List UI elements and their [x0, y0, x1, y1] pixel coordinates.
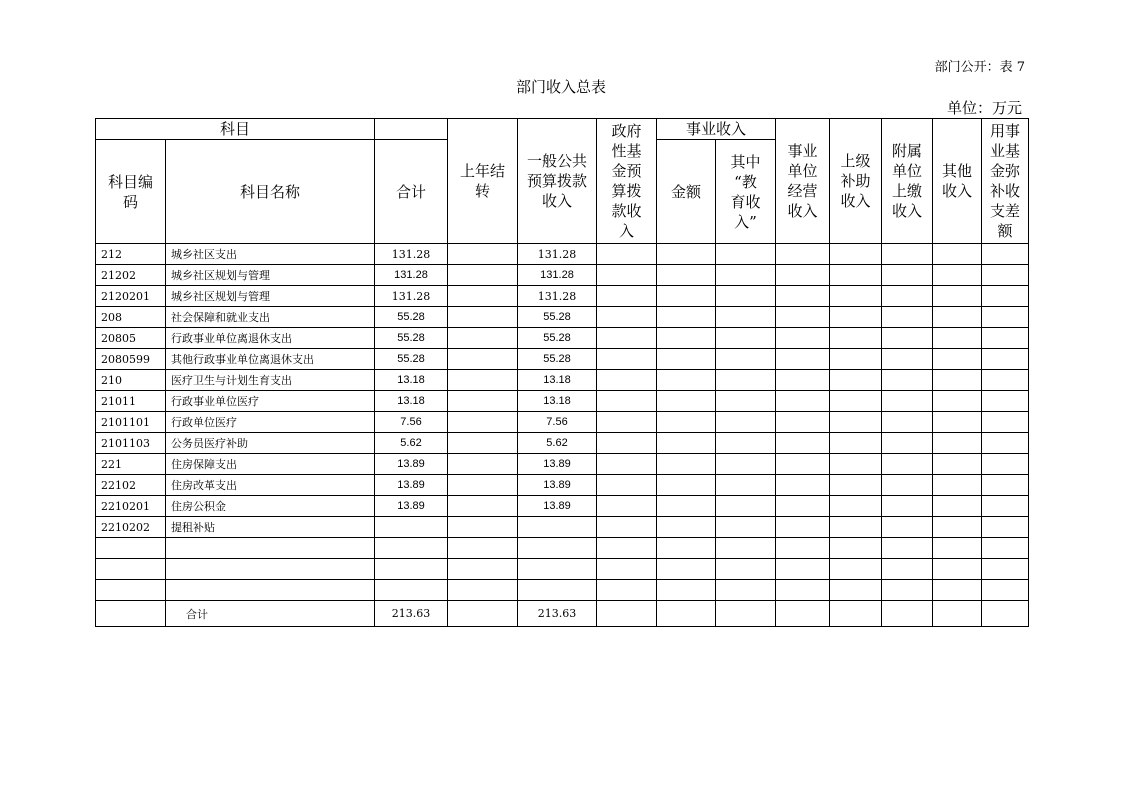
row-empty-cell — [597, 391, 657, 412]
row-empty-cell — [597, 496, 657, 517]
header-subject-name: 科目名称 — [166, 140, 375, 244]
header-amount: 金额 — [657, 140, 716, 244]
row-general-budget: 55.28 — [518, 307, 597, 328]
row-empty-cell — [882, 538, 933, 559]
row-empty-cell — [882, 517, 933, 538]
row-empty-cell — [933, 517, 982, 538]
header-general-budget: 一般公共 预算拨款 收入 — [518, 119, 597, 244]
row-carryover — [448, 307, 518, 328]
row-empty-cell — [776, 265, 830, 286]
row-empty-cell — [830, 391, 882, 412]
row-empty-cell — [830, 517, 882, 538]
row-empty-cell — [982, 559, 1029, 580]
row-empty-cell — [657, 538, 716, 559]
row-carryover — [448, 517, 518, 538]
row-carryover — [448, 244, 518, 265]
row-general-budget — [518, 580, 597, 601]
row-total: 131.28 — [375, 244, 448, 265]
row-empty-cell — [597, 538, 657, 559]
row-code: 212 — [96, 244, 166, 265]
row-empty-cell — [882, 370, 933, 391]
row-total — [375, 559, 448, 580]
row-empty-cell — [933, 307, 982, 328]
row-empty-cell — [830, 433, 882, 454]
row-empty-cell — [830, 412, 882, 433]
row-empty-cell — [657, 244, 716, 265]
header-business-income: 事业收入 — [657, 119, 776, 140]
row-carryover — [448, 370, 518, 391]
row-code: 2101103 — [96, 433, 166, 454]
row-name: 医疗卫生与计划生育支出 — [166, 370, 375, 391]
row-empty-cell — [933, 454, 982, 475]
row-empty-cell — [830, 307, 882, 328]
total-empty-cell — [597, 601, 657, 627]
row-empty-cell — [657, 517, 716, 538]
table-row — [96, 349, 1029, 370]
row-empty-cell — [716, 349, 776, 370]
row-general-budget: 13.89 — [518, 496, 597, 517]
row-code: 21202 — [96, 265, 166, 286]
header-education: 其中 “教 育收 入” — [716, 140, 776, 244]
row-empty-cell — [716, 517, 776, 538]
total-code — [96, 601, 166, 627]
row-carryover — [448, 265, 518, 286]
row-empty-cell — [982, 286, 1029, 307]
table-row — [96, 433, 1029, 454]
table-row — [96, 454, 1029, 475]
row-empty-cell — [882, 328, 933, 349]
row-carryover — [448, 349, 518, 370]
row-code: 2120201 — [96, 286, 166, 307]
row-empty-cell — [597, 286, 657, 307]
row-total: 55.28 — [375, 307, 448, 328]
row-empty-cell — [830, 349, 882, 370]
row-empty-cell — [830, 328, 882, 349]
row-carryover — [448, 391, 518, 412]
row-code: 2080599 — [96, 349, 166, 370]
row-empty-cell — [657, 496, 716, 517]
row-general-budget — [518, 538, 597, 559]
page-title: 部门收入总表 — [515, 78, 606, 96]
row-empty-cell — [982, 475, 1029, 496]
row-empty-cell — [933, 538, 982, 559]
header-fund-deficit: 用事 业基 金弥 补收 支差 额 — [982, 119, 1029, 244]
table-row — [96, 538, 1029, 559]
row-code: 208 — [96, 307, 166, 328]
row-total — [375, 538, 448, 559]
row-empty-cell — [982, 307, 1029, 328]
row-empty-cell — [657, 349, 716, 370]
row-empty-cell — [597, 433, 657, 454]
row-name: 公务员医疗补助 — [166, 433, 375, 454]
row-empty-cell — [982, 496, 1029, 517]
row-empty-cell — [933, 391, 982, 412]
row-empty-cell — [716, 433, 776, 454]
table-row — [96, 307, 1029, 328]
row-empty-cell — [776, 538, 830, 559]
row-empty-cell — [982, 517, 1029, 538]
row-empty-cell — [597, 328, 657, 349]
income-table — [95, 118, 1029, 627]
header-carryover: 上年结 转 — [448, 119, 518, 244]
row-empty-cell — [657, 412, 716, 433]
row-empty-cell — [597, 517, 657, 538]
row-empty-cell — [776, 244, 830, 265]
row-empty-cell — [933, 349, 982, 370]
row-empty-cell — [776, 391, 830, 412]
row-general-budget: 7.56 — [518, 412, 597, 433]
row-empty-cell — [776, 517, 830, 538]
row-name — [166, 559, 375, 580]
row-empty-cell — [882, 391, 933, 412]
row-empty-cell — [657, 328, 716, 349]
total-empty-cell — [982, 601, 1029, 627]
row-total: 13.89 — [375, 475, 448, 496]
row-name: 住房保障支出 — [166, 454, 375, 475]
table-row — [96, 328, 1029, 349]
row-carryover — [448, 496, 518, 517]
row-empty-cell — [657, 370, 716, 391]
row-empty-cell — [597, 370, 657, 391]
row-empty-cell — [776, 433, 830, 454]
row-code: 2210201 — [96, 496, 166, 517]
row-empty-cell — [982, 265, 1029, 286]
row-empty-cell — [982, 370, 1029, 391]
row-code — [96, 580, 166, 601]
row-empty-cell — [933, 580, 982, 601]
row-general-budget: 13.18 — [518, 370, 597, 391]
table-row — [96, 412, 1029, 433]
header-superior-subsidy: 上级 补助 收入 — [830, 119, 882, 244]
row-empty-cell — [716, 496, 776, 517]
header-subject-code: 科目编 码 — [96, 140, 166, 244]
row-general-budget: 131.28 — [518, 244, 597, 265]
row-empty-cell — [830, 370, 882, 391]
header-blank — [375, 119, 448, 140]
row-empty-cell — [716, 475, 776, 496]
total-empty-cell — [933, 601, 982, 627]
row-general-budget: 131.28 — [518, 286, 597, 307]
row-empty-cell — [933, 433, 982, 454]
row-empty-cell — [657, 559, 716, 580]
row-total: 7.56 — [375, 412, 448, 433]
row-empty-cell — [830, 580, 882, 601]
header-affiliated: 附属 单位 上缴 收入 — [882, 119, 933, 244]
row-empty-cell — [657, 580, 716, 601]
row-empty-cell — [716, 538, 776, 559]
header-other: 其他 收入 — [933, 119, 982, 244]
row-carryover — [448, 328, 518, 349]
row-name: 城乡社区规划与管理 — [166, 265, 375, 286]
total-row — [96, 601, 1029, 627]
total-empty-cell — [882, 601, 933, 627]
row-empty-cell — [657, 433, 716, 454]
row-empty-cell — [882, 349, 933, 370]
row-empty-cell — [597, 412, 657, 433]
row-empty-cell — [657, 307, 716, 328]
row-empty-cell — [830, 265, 882, 286]
row-code: 20805 — [96, 328, 166, 349]
row-code: 2210202 — [96, 517, 166, 538]
header-operating: 事业 单位 经营 收入 — [776, 119, 830, 244]
row-total: 131.28 — [375, 265, 448, 286]
row-name: 提租补贴 — [166, 517, 375, 538]
row-empty-cell — [882, 307, 933, 328]
row-empty-cell — [982, 454, 1029, 475]
row-name — [166, 538, 375, 559]
row-empty-cell — [716, 370, 776, 391]
row-empty-cell — [830, 475, 882, 496]
row-total: 5.62 — [375, 433, 448, 454]
row-carryover — [448, 580, 518, 601]
row-name: 行政单位医疗 — [166, 412, 375, 433]
row-empty-cell — [982, 580, 1029, 601]
row-empty-cell — [882, 580, 933, 601]
row-general-budget: 55.28 — [518, 328, 597, 349]
row-empty-cell — [830, 496, 882, 517]
table-row — [96, 244, 1029, 265]
row-empty-cell — [716, 328, 776, 349]
row-total: 13.18 — [375, 370, 448, 391]
row-empty-cell — [716, 559, 776, 580]
row-empty-cell — [830, 559, 882, 580]
row-total — [375, 517, 448, 538]
table-row — [96, 496, 1029, 517]
row-empty-cell — [933, 496, 982, 517]
row-empty-cell — [716, 286, 776, 307]
row-general-budget: 13.89 — [518, 454, 597, 475]
row-empty-cell — [830, 538, 882, 559]
row-name: 城乡社区支出 — [166, 244, 375, 265]
row-empty-cell — [882, 286, 933, 307]
row-empty-cell — [982, 538, 1029, 559]
row-code: 221 — [96, 454, 166, 475]
row-empty-cell — [982, 412, 1029, 433]
total-value: 213.63 — [375, 601, 448, 627]
row-empty-cell — [597, 244, 657, 265]
total-label: 合计 — [166, 601, 375, 627]
row-general-budget: 13.18 — [518, 391, 597, 412]
row-empty-cell — [830, 244, 882, 265]
row-empty-cell — [716, 580, 776, 601]
row-empty-cell — [657, 454, 716, 475]
row-empty-cell — [776, 475, 830, 496]
row-name: 其他行政事业单位离退休支出 — [166, 349, 375, 370]
row-empty-cell — [882, 559, 933, 580]
total-carryover — [448, 601, 518, 627]
row-empty-cell — [882, 412, 933, 433]
row-empty-cell — [716, 412, 776, 433]
row-code: 22102 — [96, 475, 166, 496]
row-empty-cell — [982, 433, 1029, 454]
row-empty-cell — [882, 454, 933, 475]
total-empty-cell — [830, 601, 882, 627]
table-number: 部门公开：表 7 — [934, 60, 1025, 75]
row-empty-cell — [882, 433, 933, 454]
row-general-budget: 131.28 — [518, 265, 597, 286]
row-empty-cell — [982, 391, 1029, 412]
row-name: 行政事业单位离退休支出 — [166, 328, 375, 349]
row-name — [166, 580, 375, 601]
row-empty-cell — [716, 244, 776, 265]
row-carryover — [448, 538, 518, 559]
row-code: 2101101 — [96, 412, 166, 433]
row-empty-cell — [982, 328, 1029, 349]
table-row — [96, 475, 1029, 496]
row-total: 13.89 — [375, 496, 448, 517]
row-carryover — [448, 559, 518, 580]
total-empty-cell — [776, 601, 830, 627]
row-empty-cell — [776, 307, 830, 328]
row-empty-cell — [882, 244, 933, 265]
row-empty-cell — [657, 391, 716, 412]
row-name: 社会保障和就业支出 — [166, 307, 375, 328]
row-empty-cell — [982, 349, 1029, 370]
row-general-budget — [518, 559, 597, 580]
row-carryover — [448, 286, 518, 307]
row-total: 13.89 — [375, 454, 448, 475]
row-empty-cell — [933, 559, 982, 580]
row-empty-cell — [597, 349, 657, 370]
row-empty-cell — [657, 286, 716, 307]
row-empty-cell — [933, 265, 982, 286]
header-subject: 科目 — [96, 119, 375, 140]
row-empty-cell — [933, 412, 982, 433]
row-name: 城乡社区规划与管理 — [166, 286, 375, 307]
unit-label: 单位：万元 — [946, 99, 1022, 117]
row-empty-cell — [716, 307, 776, 328]
row-general-budget: 5.62 — [518, 433, 597, 454]
row-empty-cell — [597, 475, 657, 496]
row-name: 住房改革支出 — [166, 475, 375, 496]
row-empty-cell — [982, 244, 1029, 265]
table-row — [96, 286, 1029, 307]
row-total: 55.28 — [375, 349, 448, 370]
row-empty-cell — [830, 286, 882, 307]
row-empty-cell — [776, 349, 830, 370]
table-row — [96, 559, 1029, 580]
row-empty-cell — [657, 265, 716, 286]
row-code: 21011 — [96, 391, 166, 412]
row-empty-cell — [597, 265, 657, 286]
row-empty-cell — [657, 475, 716, 496]
row-carryover — [448, 475, 518, 496]
row-empty-cell — [776, 454, 830, 475]
row-total: 13.18 — [375, 391, 448, 412]
row-carryover — [448, 454, 518, 475]
table-row — [96, 265, 1029, 286]
header-gov-fund: 政府 性基 金预 算拨 款收 入 — [597, 119, 657, 244]
header-total: 合计 — [375, 140, 448, 244]
row-empty-cell — [597, 559, 657, 580]
row-total — [375, 580, 448, 601]
row-empty-cell — [776, 370, 830, 391]
row-empty-cell — [776, 580, 830, 601]
row-general-budget: 13.89 — [518, 475, 597, 496]
row-empty-cell — [716, 454, 776, 475]
row-code — [96, 538, 166, 559]
row-empty-cell — [882, 496, 933, 517]
row-general-budget: 55.28 — [518, 349, 597, 370]
row-empty-cell — [597, 307, 657, 328]
table-row — [96, 370, 1029, 391]
row-code: 210 — [96, 370, 166, 391]
row-empty-cell — [933, 475, 982, 496]
row-empty-cell — [716, 265, 776, 286]
table-row — [96, 580, 1029, 601]
row-empty-cell — [776, 559, 830, 580]
row-empty-cell — [716, 391, 776, 412]
row-empty-cell — [933, 244, 982, 265]
row-empty-cell — [933, 328, 982, 349]
table-row — [96, 517, 1029, 538]
total-empty-cell — [657, 601, 716, 627]
row-total: 55.28 — [375, 328, 448, 349]
row-empty-cell — [776, 412, 830, 433]
row-total: 131.28 — [375, 286, 448, 307]
row-code — [96, 559, 166, 580]
row-name: 住房公积金 — [166, 496, 375, 517]
row-empty-cell — [776, 328, 830, 349]
row-empty-cell — [597, 580, 657, 601]
row-empty-cell — [776, 496, 830, 517]
row-carryover — [448, 412, 518, 433]
row-carryover — [448, 433, 518, 454]
row-empty-cell — [933, 370, 982, 391]
row-empty-cell — [933, 286, 982, 307]
row-general-budget — [518, 517, 597, 538]
total-empty-cell — [716, 601, 776, 627]
row-empty-cell — [597, 454, 657, 475]
table-row — [96, 391, 1029, 412]
row-empty-cell — [776, 286, 830, 307]
row-name: 行政事业单位医疗 — [166, 391, 375, 412]
row-empty-cell — [882, 475, 933, 496]
row-empty-cell — [830, 454, 882, 475]
row-empty-cell — [882, 265, 933, 286]
total-general-budget: 213.63 — [518, 601, 597, 627]
